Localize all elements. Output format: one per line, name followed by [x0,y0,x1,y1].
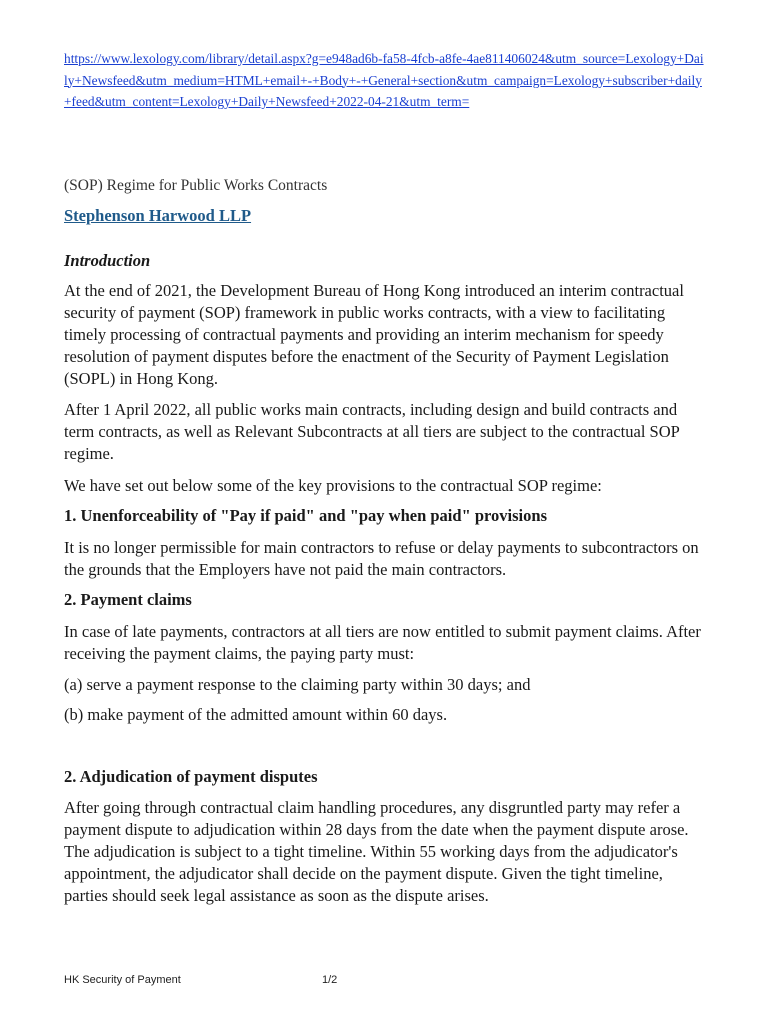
paragraph-item-a: (a) serve a payment response to the claiming party within 30 days; and [64,675,531,694]
heading-unenforceability: 1. Unenforceability of "Pay if paid" and "pay when paid" provisions [64,506,547,525]
paragraph-payment-claims: In case of late payments, contractors at all tiers are now entitled to submit payment claims. After receiving the payment claims, the paying party must: [64,622,701,663]
firm-link[interactable]: Stephenson Harwood LLP [64,206,252,225]
intro-heading: Introduction [64,251,151,270]
source-url[interactable] [64,48,704,113]
heading-payment-claims: 2. Payment claims [64,590,192,609]
footer-page-number: 1/2 [322,974,338,986]
paragraph-adjudication: After going through contractual claim handling procedures, any disgruntled party may refer a payment dispute to adjudication within 28 days from the date when the payment dispute arose. The adjudication is subject to a tight timeline. Within 55 working days from the adjudicator's appointment, the adjudicator shall decide on the payment dispute. Given the tight timeline, parties should seek legal assistance as soon as the dispute arises. [64,798,689,905]
article-subtitle: (SOP) Regime for Public Works Contracts [64,177,328,194]
heading-adjudication: 2. Adjudication of payment disputes [64,767,318,786]
paragraph-scope: After 1 April 2022, all public works main contracts, including design and build contracts and term contracts, as well as Relevant Subcontracts at all tiers are subject to the contractual SOP regime. [64,400,680,463]
paragraph-item-b: (b) make payment of the admitted amount within 60 days. [64,705,448,724]
paragraph-key-provisions: We have set out below some of the key provisions to the contractual SOP regime: [64,476,602,495]
paragraph-unenforceability: It is no longer permissible for main contractors to refuse or delay payments to subcontractors on the grounds that the Employers have not paid the main contractors. [64,538,699,579]
paragraph-intro: At the end of 2021, the Development Bureau of Hong Kong introduced an interim contractual security of payment (SOP) framework in public works contracts, with a view to facilitating timely processing of contractual payments and providing an interim mechanism for speedy resolution of payment disputes before the enactment of the Security of Payment Legislation (SOPL) in Hong Kong. [64,281,684,388]
footer-title: HK Security of Payment [64,974,181,986]
source-link[interactable]: https://www.lexology.com/library/detail.aspx?g=e948ad6b-fa58-4fcb-a8fe-4ae811406024&utm_source=Lexology+Daily+Newsfeed&utm_medium=HTML+email+-+Body+-+General+section&utm_campaign=Lexology+subscriber+daily+feed&utm_content=Lexology+Daily+Newsfeed+2022-04-21&utm_term= [64,51,704,109]
